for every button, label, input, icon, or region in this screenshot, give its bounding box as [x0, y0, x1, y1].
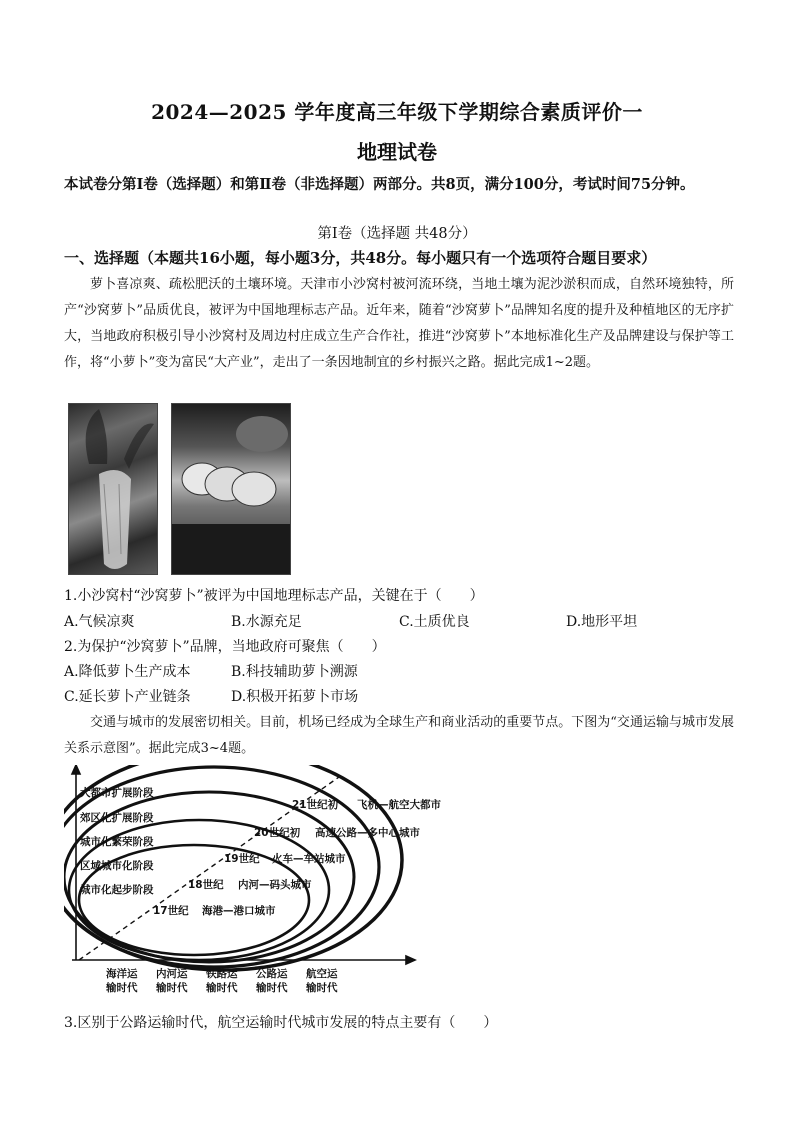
x-label-river-2: 输时代	[156, 982, 188, 994]
stage-label-start: 城市化起步阶段	[80, 884, 154, 896]
q1-option-c[interactable]: C.土质优良	[399, 614, 470, 630]
x-label-ocean-1: 海洋运	[106, 968, 138, 980]
stage-label-suburban: 郊区化扩展阶段	[80, 812, 154, 824]
city-label-aviation: 飞机—航空大都市	[357, 799, 441, 811]
city-label-highway: 高速公路—多中心城市	[315, 827, 420, 839]
section-heading: 一、选择题（本题共16小题，每小题3分，共48分。每小题只有一个选项符合题目要求）	[64, 249, 657, 267]
stage-label-metro-expansion: 大都市扩展阶段	[80, 787, 154, 799]
q2-option-d[interactable]: D.积极开拓萝卜市场	[231, 689, 359, 705]
q1-option-d[interactable]: D.地形平坦	[566, 614, 638, 630]
exam-instructions: 本试卷分第Ⅰ卷（选择题）和第Ⅱ卷（非选择题）两部分。共8页，满分100分，考试时间75分钟。	[64, 176, 695, 193]
exam-title: 2024—2025 学年度高三年级下学期综合素质评价一	[151, 100, 643, 124]
x-label-road-1: 公路运	[256, 968, 288, 980]
era-label-18c: 18世纪	[188, 879, 224, 891]
q2-option-c[interactable]: C.延长萝卜产业链条	[64, 689, 191, 705]
passage-transport: 交通与城市的发展密切相关。目前，机场已经成为全球生产和商业活动的重要节点。下图为“交通运输与城市发展关系示意图”。据此完成3~4题。	[64, 715, 734, 756]
city-label-seaport: 海港—港口城市	[202, 905, 276, 917]
era-label-19c: 19世纪	[224, 853, 260, 865]
x-label-air-1: 航空运	[306, 968, 338, 980]
x-label-rail-2: 输时代	[206, 982, 238, 994]
transport-city-diagram	[64, 765, 484, 1000]
x-label-rail-1: 铁路运	[206, 968, 238, 980]
passage-radish: 萝卜喜凉爽、疏松肥沃的土壤环境。天津市小沙窝村被河流环绕，当地土壤为泥沙淤积而成，自然环境独特，所产“沙窝萝卜”品质优良，被评为中国地理标志产品。近年来，随着“沙窝萝卜”品牌知名度的提升及种植地区的无序扩大，当地政府积极引导小沙窝村及周边村庄成立生产合作社，推进“沙窝萝卜”本地标准化生产及品牌建设与保护等工作，将“小萝卜”变为富民“大产业”，走出了一条因地制宜的乡村振兴之路。据此完成1~2题。	[64, 277, 734, 370]
era-label-21c: 21世纪初	[292, 799, 339, 811]
x-label-air-2: 输时代	[306, 982, 338, 994]
era-label-20c: 20世纪初	[254, 827, 301, 839]
subject-title: 地理试卷	[357, 140, 437, 164]
q1-option-a[interactable]: A.气候凉爽	[64, 614, 135, 630]
city-label-river: 内河—码头城市	[238, 879, 312, 891]
question-3-stem: 3.区别于公路运输时代，航空运输时代城市发展的特点主要有（ ）	[64, 1015, 498, 1031]
x-label-river-1: 内河运	[156, 968, 188, 980]
q2-option-b[interactable]: B.科技辅助萝卜溯源	[231, 664, 358, 680]
question-1-stem: 1.小沙窝村“沙窝萝卜”被评为中国地理标志产品，关键在于（ ）	[64, 588, 484, 604]
era-label-17c: 17世纪	[153, 905, 189, 917]
city-label-railway: 火车—车站城市	[272, 853, 346, 865]
radish-plant-photo	[68, 403, 158, 575]
x-label-ocean-2: 输时代	[106, 982, 138, 994]
x-label-road-2: 输时代	[256, 982, 288, 994]
stage-label-regional: 区域城市化阶段	[80, 860, 154, 872]
q2-option-a[interactable]: A.降低萝卜生产成本	[64, 664, 191, 680]
stage-label-prosperity: 城市化繁荣阶段	[80, 836, 154, 848]
section-title: 第Ⅰ卷（选择题 共48分）	[317, 226, 477, 242]
q1-option-b[interactable]: B.水源充足	[231, 614, 302, 630]
question-2-stem: 2.为保护“沙窝萝卜”品牌，当地政府可聚焦（ ）	[64, 639, 386, 655]
sliced-radish-photo	[171, 403, 291, 575]
